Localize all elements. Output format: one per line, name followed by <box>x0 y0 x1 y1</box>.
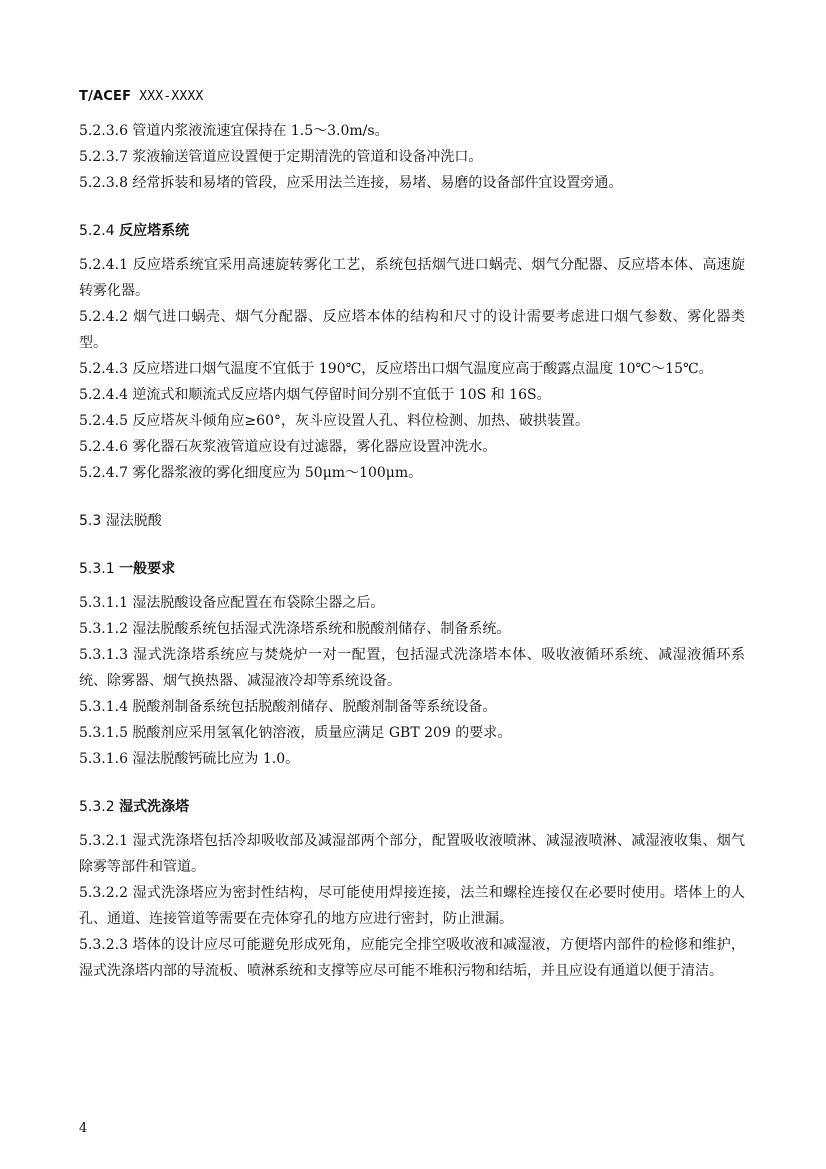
section-title: 湿式洗涤塔 <box>119 799 190 815</box>
section-number: 5.2.4 <box>79 223 115 239</box>
standard-prefix: T/ACEF <box>79 89 132 104</box>
clause-5-2-3-6: 5.2.3.6 管道内浆液流速宜保持在 1.5～3.0m/s。 <box>79 123 389 139</box>
section-title: 湿法脱酸 <box>105 513 162 529</box>
clause-5-3-1-1: 5.3.1.1 湿法脱酸设备应配置在布袋除尘器之后。 <box>79 595 385 611</box>
clause-5-2-4-2: 5.2.4.2 烟气进口蜗壳、烟气分配器、反应塔本体的结构和尺寸的设计需要考虑进口烟气参数、雾化器类型。 <box>79 309 745 351</box>
section-heading-5-3-2 <box>79 794 745 820</box>
clause-5-3-1-6: 5.3.1.6 湿法脱酸钙硫比应为 1.0。 <box>79 751 300 767</box>
section-title: 一般要求 <box>119 561 176 577</box>
clause-5-3-1-3: 5.3.1.3 湿式洗涤塔系统应与焚烧炉一对一配置，包括湿式洗涤塔本体、吸收液循环系统、减湿液循环系统、除雾器、烟气换热器、减湿液冷却等系统设备。 <box>79 647 745 689</box>
section-number: 5.3.2 <box>79 799 115 815</box>
clause-5-2-3-8: 5.2.3.8 经常拆装和易堵的管段，应采用法兰连接，易堵、易磨的设备部件宜设置旁通。 <box>79 175 623 191</box>
section-number: 5.3.1 <box>79 561 115 577</box>
document-body <box>79 118 745 984</box>
section-heading-5-3-1 <box>79 556 745 582</box>
clause-5-3-2-2: 5.3.2.2 湿式洗涤塔应为密封性结构，尽可能使用焊接连接，法兰和螺栓连接仅在必要时使用。塔体上的人孔、通道、连接管道等需要在壳体穿孔的地方应进行密封，防止泄漏。 <box>79 885 745 927</box>
page-number: 4 <box>79 1121 88 1136</box>
clause-5-3-2-3: 5.3.2.3 塔体的设计应尽可能避免形成死角，应能完全排空吸收液和减湿液，方便塔内部件的检修和维护，湿式洗涤塔内部的导流板、喷淋系统和支撑等应尽可能不堆积污物和结垢，并且应设有通道以便于清洁。 <box>79 937 745 979</box>
clause-5-2-4-5: 5.2.4.5 反应塔灰斗倾角应≥60°，灰斗应设置人孔、料位检测、加热、破拱装置。 <box>79 413 589 429</box>
clause-5-2-4-3: 5.2.4.3 反应塔进口烟气温度不宜低于 190℃，反应塔出口烟气温度应高于酸露点温度 10℃～15℃。 <box>79 361 713 377</box>
clause-5-2-3-7: 5.2.3.7 浆液输送管道应设置便于定期清洗的管道和设备冲洗口。 <box>79 149 483 165</box>
section-number: 5.3 <box>79 513 102 529</box>
section-heading-5-3 <box>79 508 745 534</box>
clause-5-3-1-5: 5.3.1.5 脱酸剂应采用氢氧化钠溶液，质量应满足 GBT 209 的要求。 <box>79 725 512 741</box>
clause-5-3-1-2: 5.3.1.2 湿法脱酸系统包括湿式洗涤塔系统和脱酸剂储存、制备系统。 <box>79 621 511 637</box>
section-title: 反应塔系统 <box>119 223 190 239</box>
clause-5-2-4-1: 5.2.4.1 反应塔系统宜采用高速旋转雾化工艺，系统包括烟气进口蜗壳、烟气分配器、反应塔本体、高速旋转雾化器。 <box>79 257 745 299</box>
clause-5-3-2-1: 5.3.2.1 湿式洗涤塔包括冷却吸收部及减湿部两个部分，配置吸收液喷淋、减湿液喷淋、减湿液收集、烟气除雾等部件和管道。 <box>79 833 745 875</box>
document-header <box>79 89 203 104</box>
standard-code: XXX-XXXX <box>139 89 204 104</box>
clause-5-2-4-6: 5.2.4.6 雾化器石灰浆液管道应设有过滤器，雾化器应设置冲洗水。 <box>79 439 497 455</box>
clause-5-2-4-4: 5.2.4.4 逆流式和顺流式反应塔内烟气停留时间分别不宜低于 10S 和 16S。 <box>79 387 551 403</box>
clause-5-3-1-4: 5.3.1.4 脱酸剂制备系统包括脱酸剂储存、脱酸剂制备等系统设备。 <box>79 699 497 715</box>
clause-5-2-4-7: 5.2.4.7 雾化器浆液的雾化细度应为 50μm～100μm。 <box>79 465 423 481</box>
section-heading-5-2-4 <box>79 218 745 244</box>
